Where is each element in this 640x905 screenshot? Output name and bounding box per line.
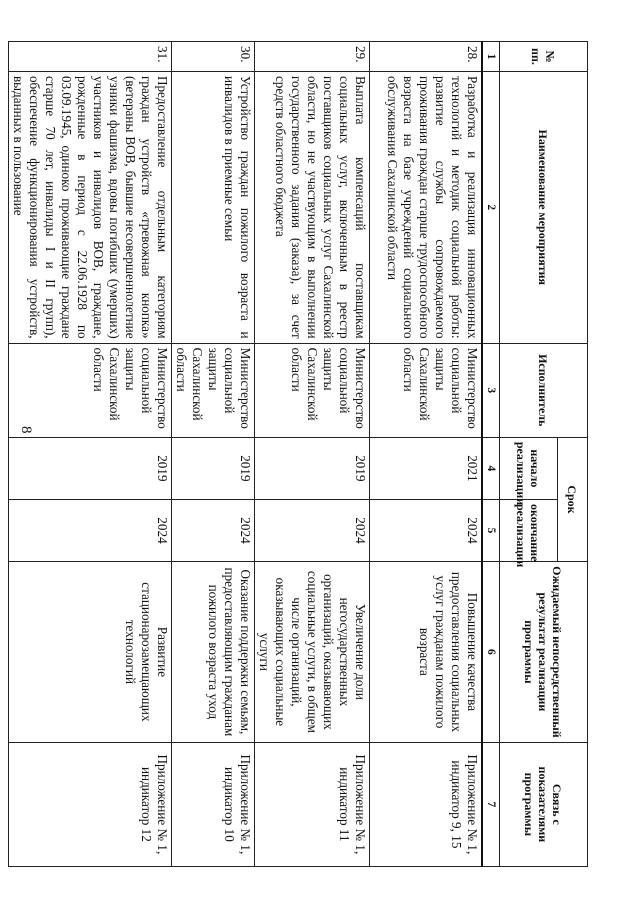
column-number: 7	[482, 742, 500, 866]
expected-result: Развитие стационарозамещающих технологий	[9, 562, 172, 743]
row-number: 28.	[370, 42, 482, 72]
header-executor: Исполнитель	[500, 343, 588, 437]
document-table-container	[9, 41, 589, 867]
column-number: 1	[482, 42, 500, 72]
table-row	[370, 42, 482, 867]
table-row	[172, 42, 255, 867]
measure-name: Устройство граждан пожилого возраста и инвалидов в приемные семьи	[172, 71, 255, 343]
start-year: 2019	[172, 437, 255, 499]
executor: Министерство социальной защиты Сахалинской области	[255, 343, 370, 437]
header-term-end: окончание реализации	[500, 499, 558, 561]
expected-result: Повышение качества предоставления социальных услуг гражданам пожилого возраста	[370, 562, 482, 743]
end-year: 2024	[172, 499, 255, 561]
header-expected-result: Ожидаемый непосредственный результат реализации программы	[500, 562, 588, 743]
executor: Министерство социальной защиты Сахалинской области	[370, 343, 482, 437]
indicator-link: Приложение № 1, индикатор 11	[255, 742, 370, 866]
table-row	[9, 42, 172, 867]
indicator-link: Приложение № 1, индикатор 10	[172, 742, 255, 866]
header-term-start: начало реализации	[500, 437, 558, 499]
header-link: Связь с показателями программы	[500, 742, 588, 866]
end-year: 2024	[255, 499, 370, 561]
column-number-row	[482, 42, 500, 867]
row-number: 30.	[172, 42, 255, 72]
column-number: 2	[482, 71, 500, 343]
measure-name: Разработка и реализация инновационных технологий и методик социальной работы: развитие службы сопровождаемого проживания граждан старше трудоспособного возраста на базе учреждений социального обслуживания Сахалинской области	[370, 71, 482, 343]
header-num: № пп.	[500, 42, 588, 72]
header-name: Наименование мероприятия	[500, 71, 588, 343]
row-number: 29.	[255, 42, 370, 72]
table-row	[255, 42, 370, 867]
executor: Министерство социальной защиты Сахалинской области	[172, 343, 255, 437]
column-number: 3	[482, 343, 500, 437]
row-number: 31.	[9, 42, 172, 72]
page-number: 8	[18, 426, 34, 434]
expected-result: Оказание поддержки семьям, предоставляющим гражданам пожилого возраста уход	[172, 562, 255, 743]
indicator-link: Приложение № 1, индикатор 12	[9, 742, 172, 866]
start-year: 2021	[370, 437, 482, 499]
start-year: 2019	[9, 437, 172, 499]
measure-name: Предоставление отдельным категориям граждан устройств «тревожная кнопка» (ветераны ВОВ, бывшие несовершеннолетние узники фашизма, вдовы погибших (умерших) участников и инвалидов ВОВ, граждане, рожденные в период с 22.06.1928 по 03.09.1945, одиноко проживающие граждане старше 70 лет, инвалиды I и II групп), обеспечение функционирования устройств, выданных в пользование	[9, 71, 172, 343]
program-measures-table	[9, 41, 589, 867]
end-year: 2024	[370, 499, 482, 561]
measure-name: Выплата компенсаций поставщикам социальных услуг, включенным в реестр поставщиков социальных услуг Сахалинской области, но не участвующим в выполнении государственного задания (заказа), за счет средств областного бюджета	[255, 71, 370, 343]
start-year: 2019	[255, 437, 370, 499]
indicator-link: Приложение № 1, индикатор 9, 15	[370, 742, 482, 866]
expected-result: Увеличение доли негосударственных организаций, оказывающих социальные услуги, в общем числе организаций, оказывающих социальные услуги	[255, 562, 370, 743]
column-number: 6	[482, 562, 500, 743]
end-year: 2024	[9, 499, 172, 561]
column-number: 4	[482, 437, 500, 499]
executor: Министерство социальной защиты Сахалинской области	[9, 343, 172, 437]
column-number: 5	[482, 499, 500, 561]
header-term: Срок	[558, 437, 588, 561]
